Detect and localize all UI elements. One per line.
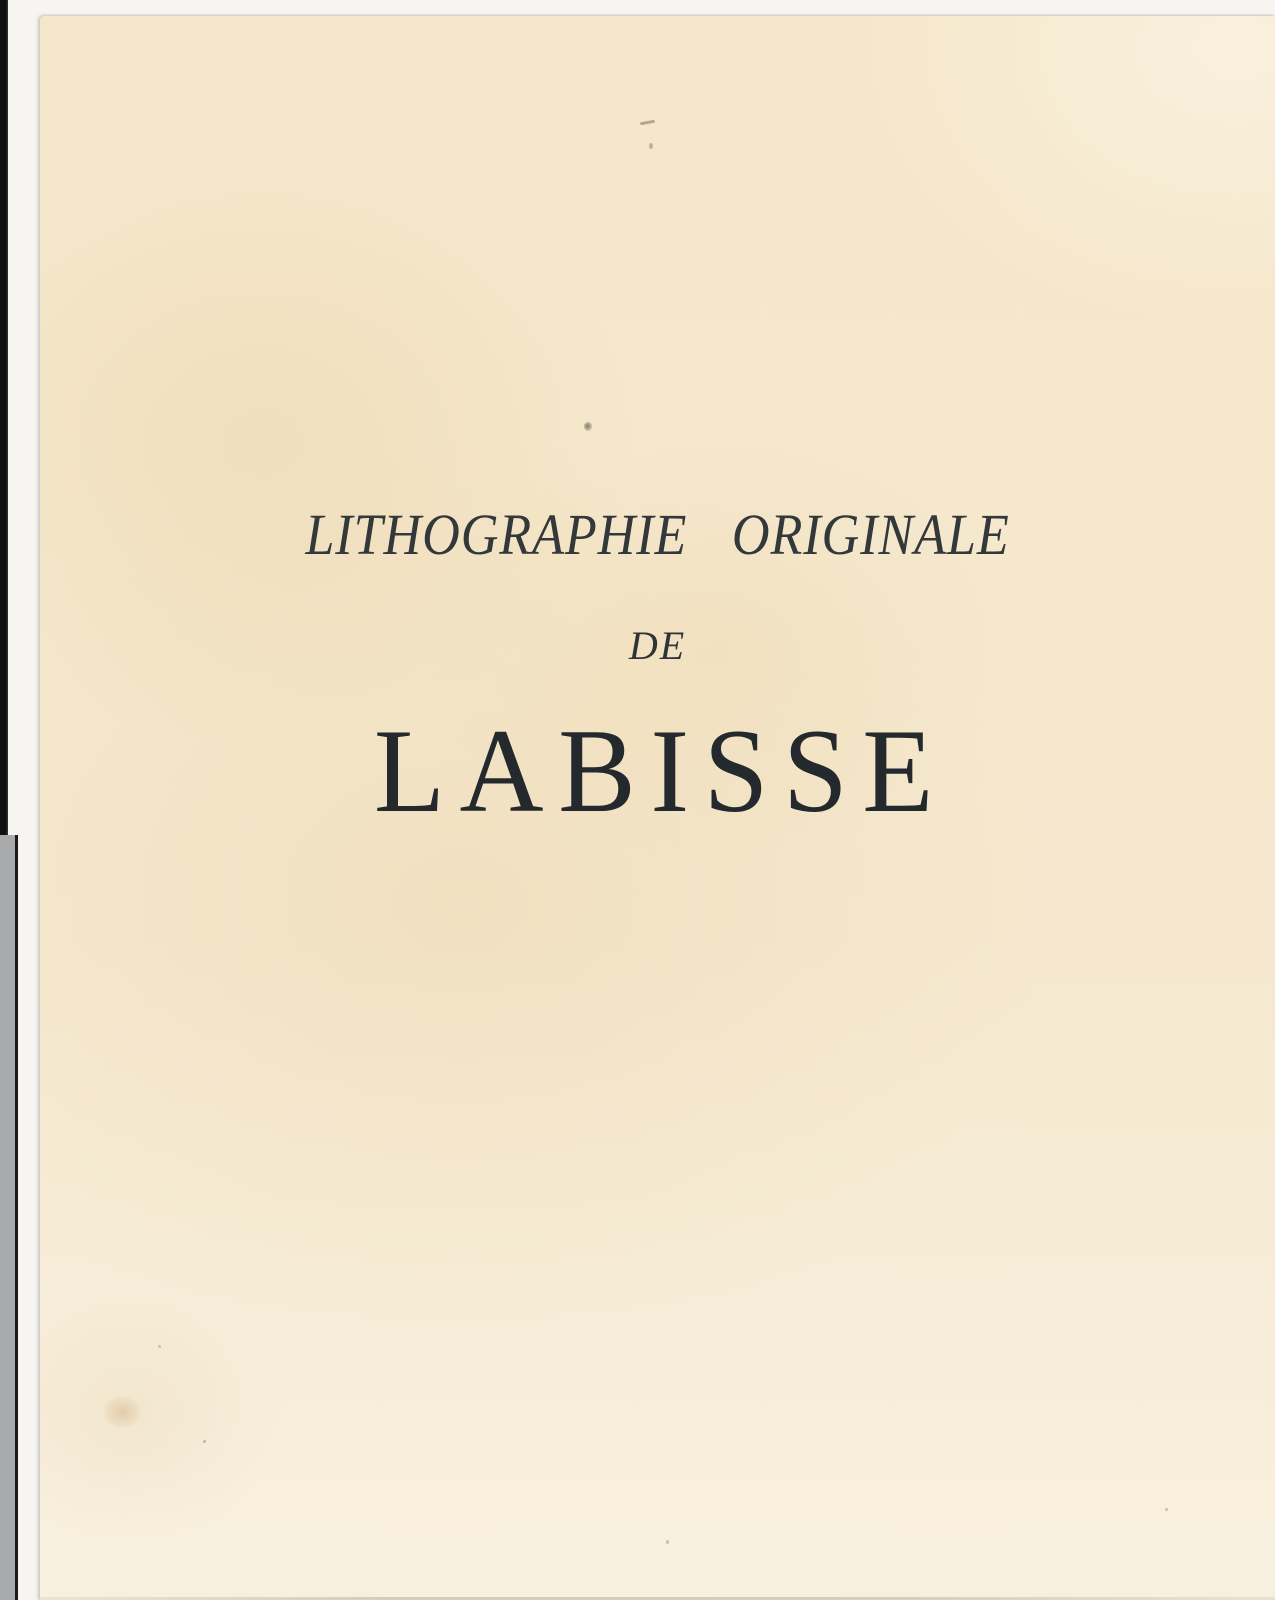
scanner-edge-gray (0, 835, 18, 1600)
scanner-edge-black (0, 0, 8, 835)
connector-line-de: DE (628, 623, 687, 668)
title-line-lithographie-originale: LITHOGRAPHIE ORIGINALE (305, 502, 1010, 567)
artist-name-labisse: LABISSE (374, 704, 949, 837)
